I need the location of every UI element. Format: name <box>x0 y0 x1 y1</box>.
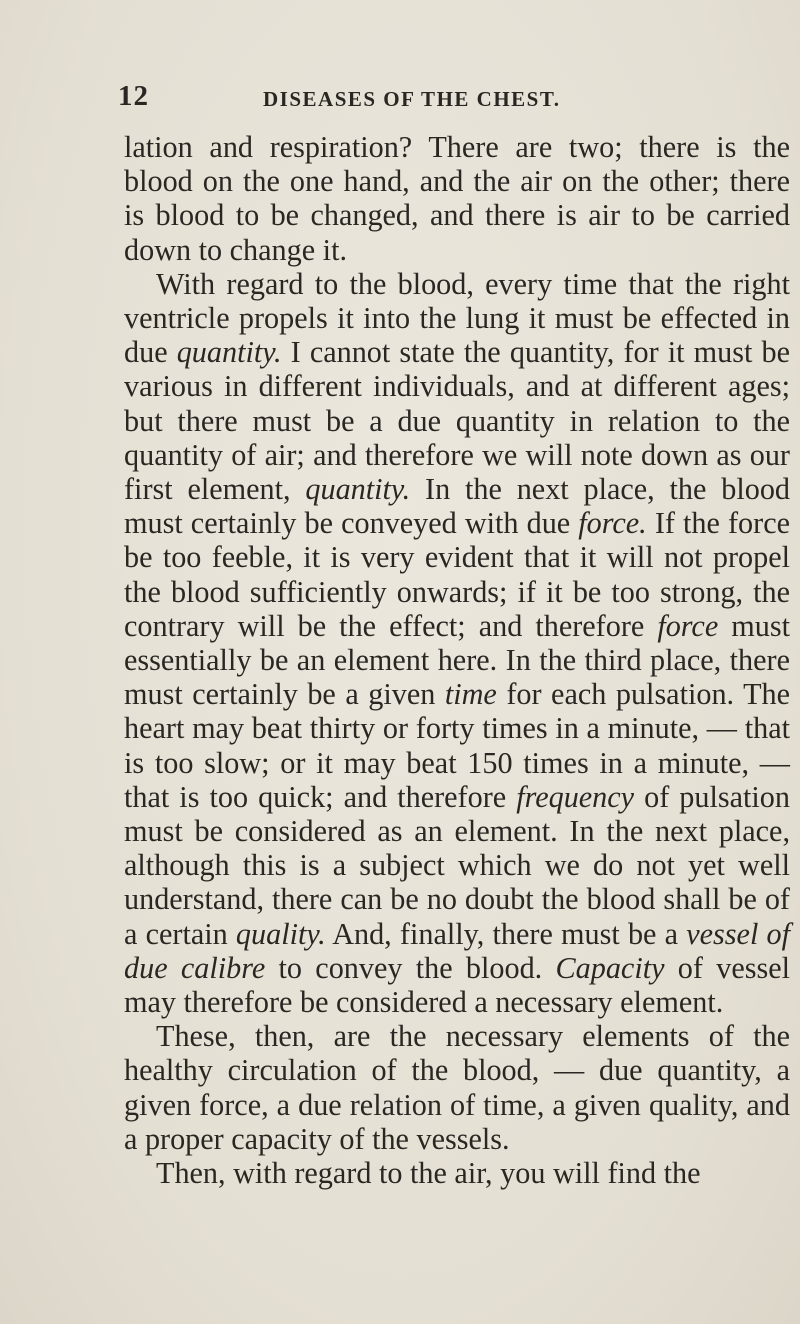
text-run: I cannot state the quantity, for it must be various in different individuals, and at different ages; but there must be a due quantity in relation to the quantity of air; and therefore we will note down as our first element, <box>124 335 790 507</box>
text-run: Then, with regard to the air, you will find the <box>156 1156 701 1191</box>
text-run: These, then, are the necessary elements of the healthy circulation of the blood, — due quantity, a given force, a due relation of time, a given quality, and a proper capacity of the vessels. <box>124 1019 790 1156</box>
text-run: to convey the blood. <box>265 950 556 985</box>
text-run: must essentially be an element here. In the third place, there must certainly be a given <box>124 608 790 712</box>
body-text <box>124 130 790 1190</box>
text-run: for each pulsation. The heart may beat thirty or forty times in a minute, — that is too slow; or it may beat 150 times in a minute, — that is too quick; and therefore <box>124 677 790 814</box>
text-run: In the next place, the blood must certainly be conveyed with due <box>124 472 791 541</box>
text-run: And, finally, there must be a <box>325 916 687 951</box>
text-run: of pulsation must be considered as an element. In the next place, although this is a subject which we do not yet well understand, there can be no doubt the blood shall be of a certain <box>124 779 790 951</box>
italic-text: quantity. <box>305 472 411 507</box>
italic-text: quantity. <box>176 335 282 370</box>
text-run: of vessel may therefore be considered a necessary element. <box>124 950 790 1020</box>
italic-text: force. <box>578 506 647 541</box>
running-head <box>118 80 760 120</box>
page-number: 12 <box>118 80 149 112</box>
italic-text: force <box>657 608 719 643</box>
italic-text: time <box>444 677 497 712</box>
paragraph <box>124 1156 790 1190</box>
paragraph <box>124 1019 790 1156</box>
italic-text: Capacity <box>555 950 665 985</box>
text-run: lation and respiration? There are two; there is the blood on the one hand, and the air on the other; there is blood to be changed, and there is air to be carried down to change it. <box>124 130 790 267</box>
paragraph <box>124 267 790 1019</box>
italic-text: vessel of due calibre <box>124 916 791 985</box>
italic-text: quality. <box>235 916 326 951</box>
text-run: With regard to the blood, every time that the right ventricle propels it into the lung it must be effected in due <box>124 266 790 370</box>
running-title: DISEASES OF THE CHEST. <box>263 87 561 111</box>
paragraph <box>124 130 790 267</box>
text-run: If the force be too feeble, it is very evident that it will not propel the blood sufficiently onwards; if it be too strong, the contrary will be the effect; and therefore <box>124 506 790 643</box>
italic-text: frequency <box>516 779 635 814</box>
